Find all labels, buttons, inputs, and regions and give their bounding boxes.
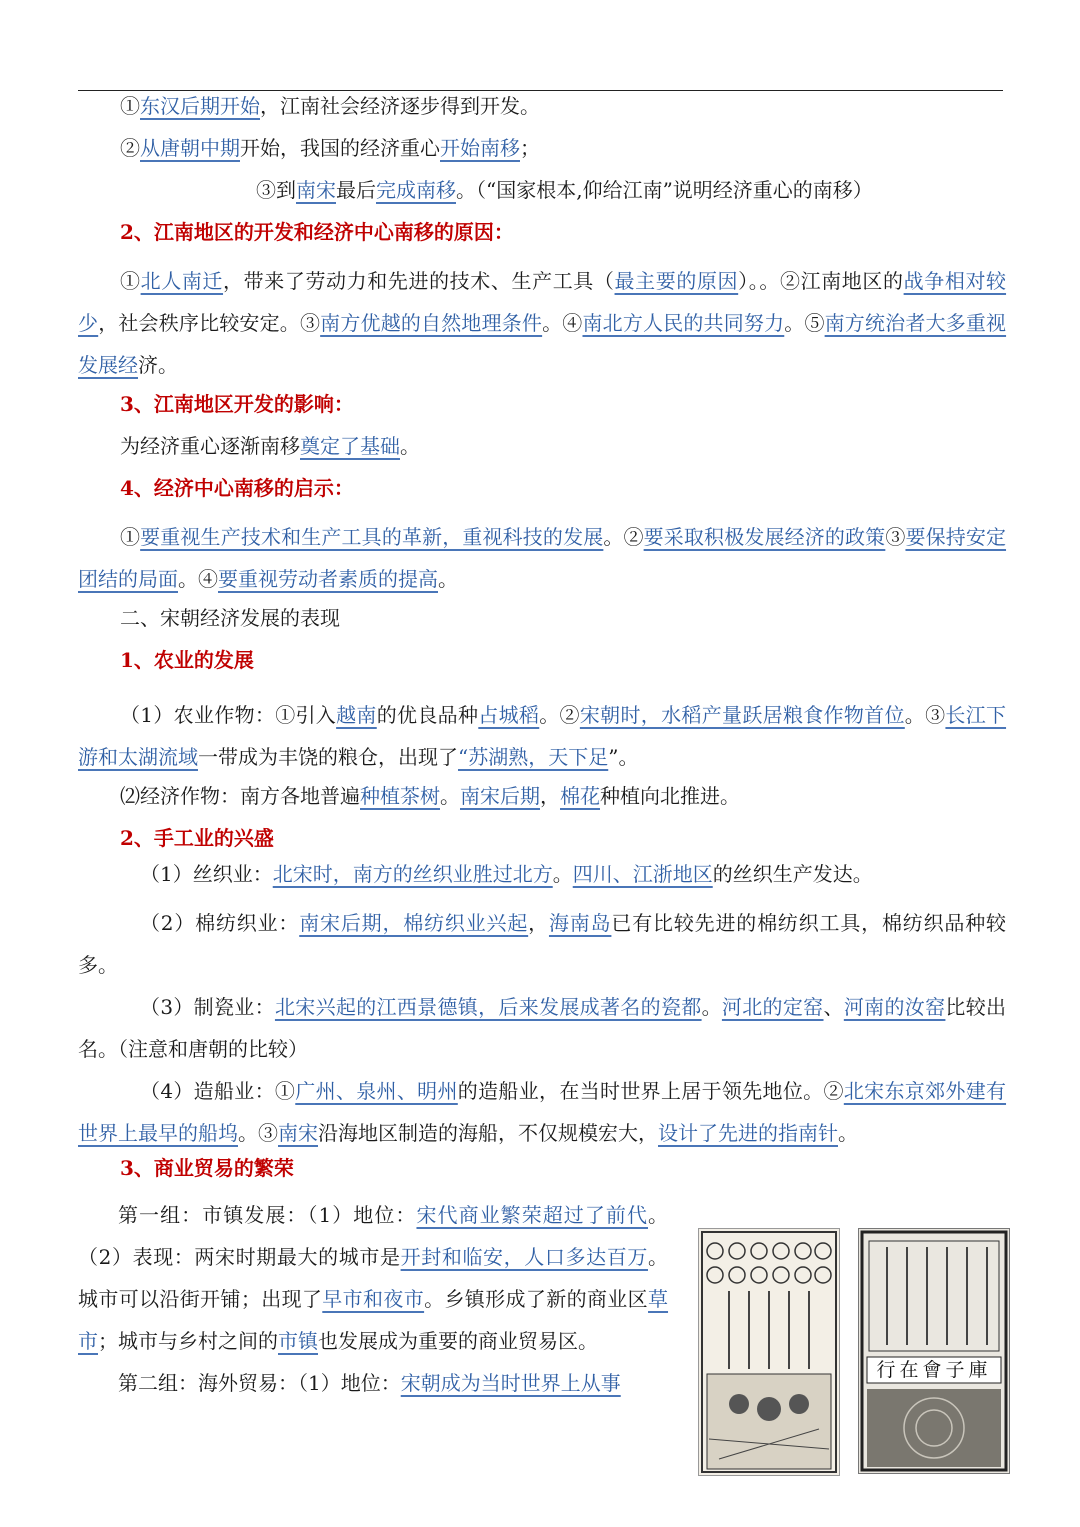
enlightenment-paragraph: ①要重视生产技术和生产工具的革新，重视科技的发展。②要采取积极发展经济的政策③要保持安定团结的局面。④要重视劳动者素质的提高。	[78, 525, 1007, 591]
shipbuilding-industry: （4）造船业：①广州、泉州、明州的造船业，在当时世界上居于领先地位。②北宋东京郊外建有世界上最早的船坞。③南宋沿海地区制造的海船，不仅规模宏大，设计了先进的指南针。	[78, 1079, 1007, 1145]
header-rule	[78, 90, 1003, 91]
point-3: ③到南宋最后完成南移。（“国家根本,仰给江南”说明经济重心的南移）	[256, 178, 873, 202]
heading-agriculture: 1、农业的发展	[120, 648, 254, 672]
cash-crops: ⑵经济作物：南方各地普遍种植茶树。南宋后期，棉花种植向北推进。	[120, 784, 740, 808]
huizi-engraving	[859, 1229, 1009, 1473]
overseas-trade-paragraph: 第二组：海外贸易：（1）地位：宋朝成为当时世界上从事	[118, 1371, 621, 1395]
commerce-text	[78, 1194, 668, 1404]
heading-commerce: 3、商业贸易的繁荣	[120, 1156, 294, 1180]
point-2: ②从唐朝中期开始，我国的经济重心开始南移；	[120, 136, 540, 160]
agriculture-crops: （1）农业作物：①引入越南的优良品种占城稻。②宋朝时，水稻产量跃居粮食作物首位。③长江下游和太湖流域一带成为丰饶的粮仓，出现了“苏湖熟，天下足”。	[78, 703, 1007, 769]
jiaozi-banknote-image	[698, 1228, 840, 1476]
influence-paragraph: 为经济重心逐渐南移奠定了基础。	[120, 434, 420, 458]
huizi-caption: 行在會子庫	[876, 1359, 992, 1381]
section-2-title: 二、宋朝经济发展的表现	[120, 606, 340, 630]
jiaozi-engraving	[699, 1229, 839, 1475]
heading-influence: 3、江南地区开发的影响：	[120, 392, 354, 416]
reasons-paragraph: ①北人南迁，带来了劳动力和先进的技术、生产工具（最主要的原因）。。②江南地区的战争相对较少，社会秩序比较安定。③南方优越的自然地理条件。④南北方人民的共同努力。⑤南方统治者大多重视发展经济。	[78, 269, 1007, 377]
heading-handicraft: 2、手工业的兴盛	[120, 826, 274, 850]
market-town-paragraph: 第一组：市镇发展：（1）地位：宋代商业繁荣超过了前代。（2）表现：两宋时期最大的城市是开封和临安，人口多达百万。城市可以沿街开铺；出现了早市和夜市。乡镇形成了新的商业区草市；城市与乡村之间的市镇也发展成为重要的商业贸易区。	[78, 1203, 669, 1353]
heading-enlightenment: 4、经济中心南移的启示：	[120, 476, 354, 500]
huizi-banknote-image	[858, 1228, 1010, 1474]
heading-reasons: 2、江南地区的开发和经济中心南移的原因：	[120, 220, 514, 244]
silk-industry: （1）丝织业：北宋时，南方的丝织业胜过北方。四川、江浙地区的丝织生产发达。	[140, 862, 873, 886]
point-1: ①东汉后期开始，江南社会经济逐步得到开发。	[120, 94, 540, 118]
document-body	[78, 92, 1006, 1196]
porcelain-industry: （3）制瓷业：北宋兴起的江西景德镇，后来发展成著名的瓷都。河北的定窑、河南的汝窑比较出名。（注意和唐朝的比较）	[78, 995, 1007, 1061]
cotton-industry: （2）棉纺织业：南宋后期，棉纺织业兴起，海南岛已有比较先进的棉纺织工具，棉纺织品种较多。	[78, 911, 1007, 977]
